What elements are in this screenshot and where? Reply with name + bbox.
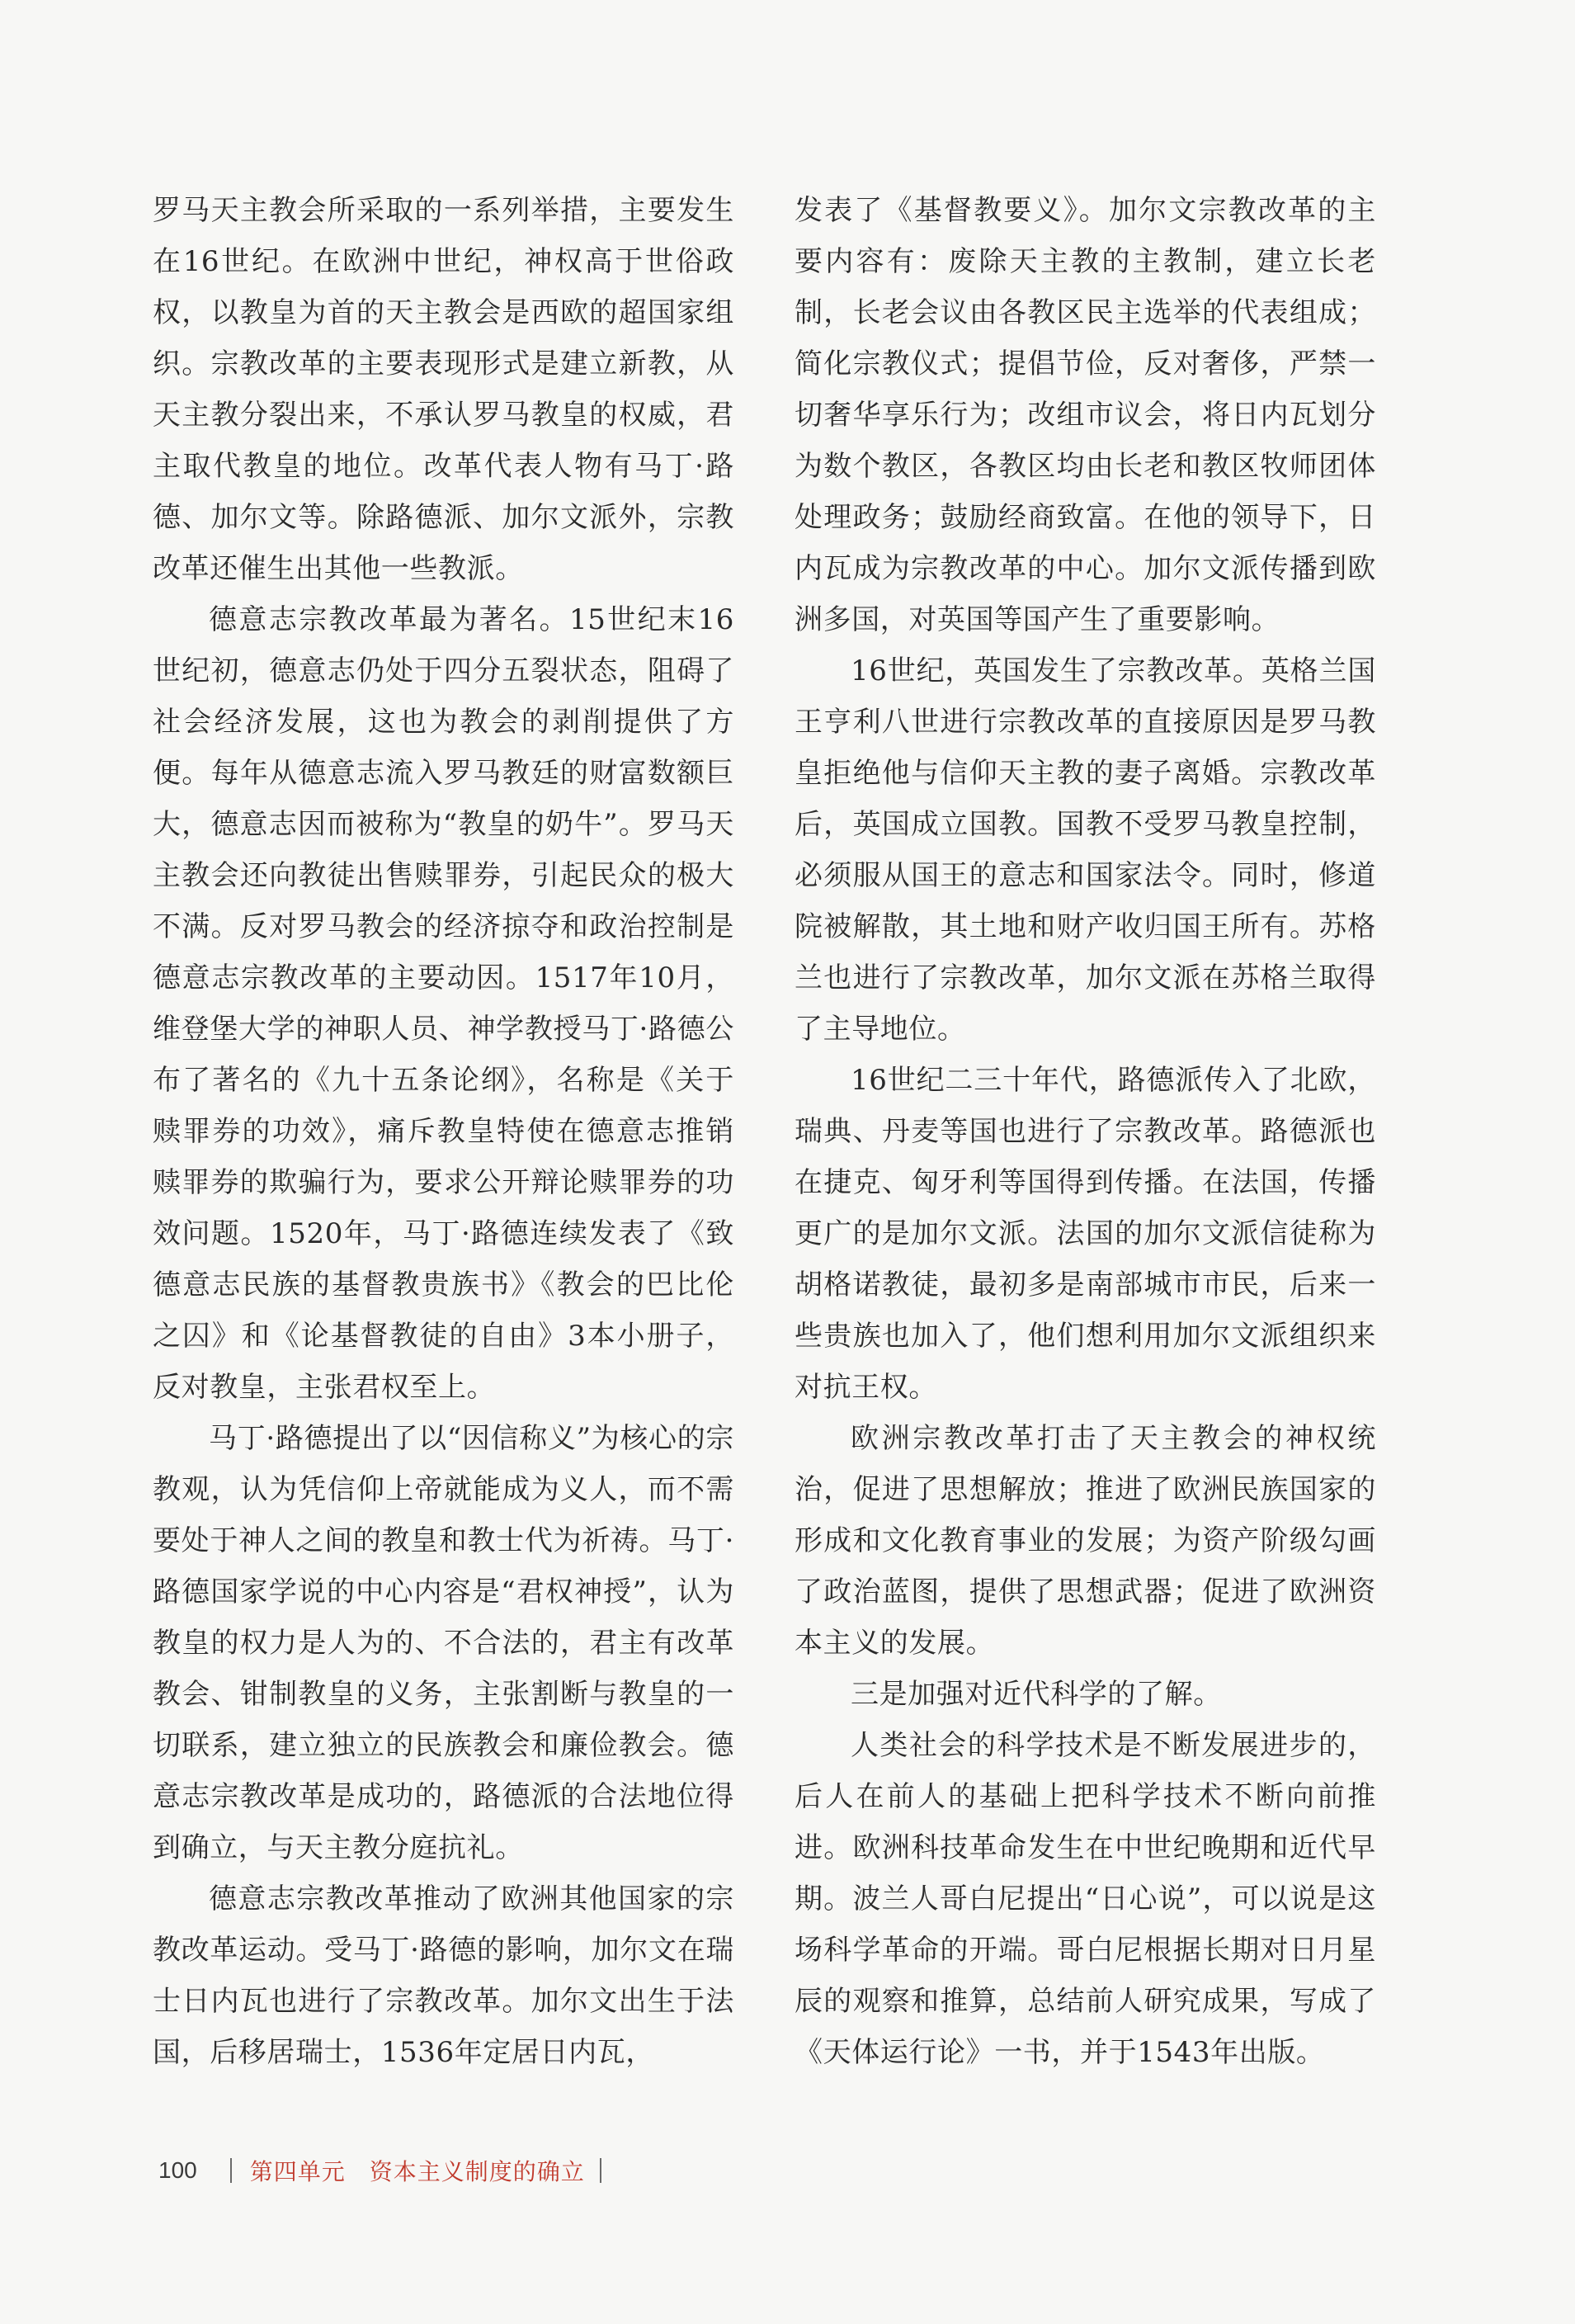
paragraph: 德意志宗教改革最为著名。15世纪末16世纪初，德意志仍处于四分五裂状态，阻碍了社会经济发展，这也为教会的剥削提供了方便。每年从德意志流入罗马教廷的财富数额巨大，德意志因而被称为“教皇的奶牛”。罗马天主教会还向教徒出售赎罪券，引起民众的极大不满。反对罗马教会的经济掠夺和政治控制是德意志宗教改革的主要动因。1517年10月，维登堡大学的神职人员、神学教授马丁·路德公布了著名的《九十五条论纲》，名称是《关于赎罪券的功效》，痛斥教皇特使在德意志推销赎罪券的欺骗行为，要求公开辩论赎罪券的功效问题。1520年，马丁·路德连续发表了《致德意志民族的基督教贵族书》《教会的巴比伦之囚》和《论基督教徒的自由》3本小册子，反对教皇，主张君权至上。 xyxy=(153,603,734,1404)
left-text-column xyxy=(153,185,734,2078)
paragraph: 罗马天主教会所采取的一系列举措，主要发生在16世纪。在欧洲中世纪，神权高于世俗政权，以教皇为首的天主教会是西欧的超国家组织。宗教改革的主要表现形式是建立新教，从天主教分裂出来，不承认罗马教皇的权威，君主取代教皇的地位。改革代表人物有马丁·路德、加尔文等。除路德派、加尔文派外，宗教改革还催生出其他一些教派。 xyxy=(153,194,734,585)
right-text-column xyxy=(795,185,1376,2078)
paragraph: 人类社会的科学技术是不断发展进步的，后人在前人的基础上把科学技术不断向前推进。欧洲科技革命发生在中世纪晚期和近代早期。波兰人哥白尼提出“日心说”，可以说是这场科学革命的开端。哥白尼根据长期对日月星辰的观察和推算，总结前人研究成果，写成了《天体运行论》一书，并于1543年出版。 xyxy=(795,1729,1376,2069)
page-number: 100 xyxy=(158,2157,197,2183)
paragraph: 德意志宗教改革推动了欧洲其他国家的宗教改革运动。受马丁·路德的影响，加尔文在瑞士日内瓦也进行了宗教改革。加尔文出生于法国，后移居瑞士，1536年定居日内瓦， xyxy=(153,1882,734,2069)
footer-divider xyxy=(230,2158,232,2183)
paragraph: 欧洲宗教改革打击了天主教会的神权统治，促进了思想解放；推进了欧洲民族国家的形成和文化教育事业的发展；为资产阶级勾画了政治蓝图，提供了思想武器；促进了欧洲资本主义的发展。 xyxy=(795,1422,1376,1660)
paragraph: 马丁·路德提出了以“因信称义”为核心的宗教观，认为凭信仰上帝就能成为义人，而不需要处于神人之间的教皇和教士代为祈祷。马丁·路德国家学说的中心内容是“君权神授”，认为教皇的权力是人为的、不合法的，君主有改革教会、钳制教皇的义务，主张割断与教皇的一切联系，建立独立的民族教会和廉俭教会。德意志宗教改革是成功的，路德派的合法地位得到确立，与天主教分庭抗礼。 xyxy=(153,1422,734,1864)
paragraph: 16世纪二三十年代，路德派传入了北欧，瑞典、丹麦等国也进行了宗教改革。路德派也在捷克、匈牙利等国得到传播。在法国，传播更广的是加尔文派。法国的加尔文派信徒称为胡格诺教徒，最初多是南部城市市民，后来一些贵族也加入了，他们想利用加尔文派组织来对抗王权。 xyxy=(795,1064,1376,1404)
paragraph: 16世纪，英国发生了宗教改革。英格兰国王亨利八世进行宗教改革的直接原因是罗马教皇拒绝他与信仰天主教的妻子离婚。宗教改革后，英国成立国教。国教不受罗马教皇控制，必须服从国王的意志和国家法令。同时，修道院被解散，其土地和财产收归国王所有。苏格兰也进行了宗教改革，加尔文派在苏格兰取得了主导地位。 xyxy=(795,654,1376,1046)
paragraph: 发表了《基督教要义》。加尔文宗教改革的主要内容有：废除天主教的主教制，建立长老制，长老会议由各教区民主选举的代表组成；简化宗教仪式；提倡节俭，反对奢侈，严禁一切奢华享乐行为；改组市议会，将日内瓦划分为数个教区，各教区均由长老和教区牧师团体处理政务；鼓励经商致富。在他的领导下，日内瓦成为宗教改革的中心。加尔文派传播到欧洲多国，对英国等国产生了重要影响。 xyxy=(795,194,1376,636)
unit-title: 第四单元 资本主义制度的确立 xyxy=(249,2159,585,2185)
paragraph: 三是加强对近代科学的了解。 xyxy=(851,1678,1222,1711)
footer-divider xyxy=(600,2158,601,2183)
page-footer xyxy=(158,2152,601,2189)
